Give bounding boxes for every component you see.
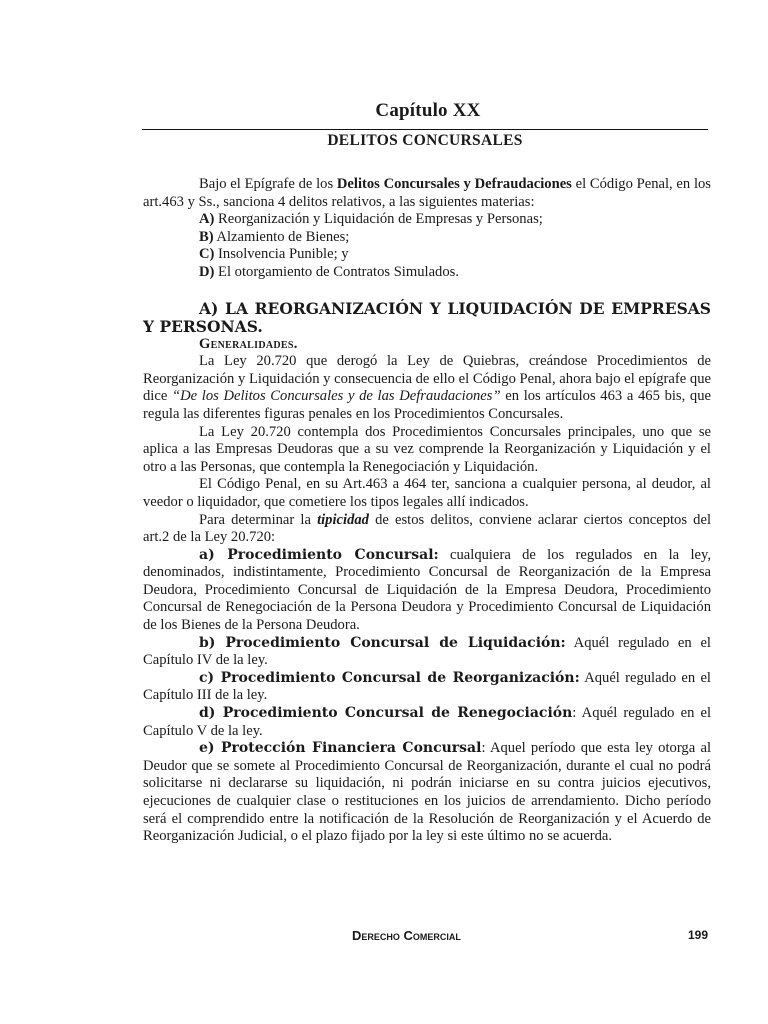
definition-text: Aquél regulado en el Capítulo IV de la ley.	[143, 634, 711, 669]
list-item	[143, 264, 711, 282]
generalidades-subheading: Generalidades.	[199, 335, 298, 352]
definition-term: e) Protección Financiera Concursal	[199, 740, 482, 757]
definition-item	[143, 740, 711, 846]
definition-item	[143, 670, 711, 705]
list-item-letter: A)	[199, 211, 215, 228]
list-item-text: Insolvencia Punible; y	[214, 246, 349, 263]
definition-text: cualquiera de los regulados en la ley, denominados, indistintamente, Procedimiento Concursal de Reorganización de la Empresa Deudora, Procedimiento Concursal de Liquidación de la Empresa Deudora, Procedimiento Concursal de Renegociación de la Persona Deudora y Procedimiento Concursal de Liquidación de los Bienes de la Persona Deudora.	[143, 546, 711, 634]
intro-bold: Delitos Concursales y Defraudaciones	[336, 176, 572, 192]
subheading-paragraph	[143, 336, 711, 354]
list-item-letter: D)	[199, 263, 215, 280]
title-rule	[142, 129, 708, 130]
definition-item	[143, 635, 711, 670]
chapter-title: Capítulo XX	[375, 100, 481, 121]
definition-term: b) Procedimiento Concursal de Liquidación:	[199, 634, 566, 651]
paragraph-text: La Ley 20.720 que derogó la Ley de Quiebras, creándose Procedimientos de Reorganización y Liquidación y consecuencia de ello el Código Penal, ahora bajo el epígrafe que dice	[143, 353, 711, 405]
list-item	[143, 246, 711, 264]
paragraph-text: Para determinar la	[199, 511, 318, 528]
intro-text-2: el Código Penal, en los art.463 y Ss., sanciona 4 delitos relativos, a las siguientes materias:	[143, 176, 711, 210]
spacer	[143, 282, 711, 300]
definition-text: : Aquel período que esta ley otorga al Deudor que se somete al Procedimiento Concursal de Reorganización, durante el cual no podrá solicitarse ni declararse su liquidación, ni podrán iniciarse en su contra juicios ejecutivos, ejecuciones de cualquier clase o restituciones en los juicios de arrendamiento. Dicho período será el comprendido entre la notificación de la Resolución de Reorganización y el Acuerdo de Reorganización Judicial, o el plazo fijado por la ley si este último no se acuerda.	[143, 740, 712, 845]
paragraph-text: en los artículos 463 a 465 bis, que regula las diferentes figuras penales en los Procedimientos Concursales.	[143, 388, 711, 422]
list-item-text: Reorganización y Liquidación de Empresas y Personas;	[214, 211, 543, 228]
paragraph: La Ley 20.720 contempla dos Procedimientos Concursales principales, uno que se aplica a las Empresas Deudoras que a su vez comprende la Reorganización y Liquidación y el otro a las Personas, que contempla la Renegociación y Liquidación.	[143, 423, 711, 475]
intro-paragraph	[143, 176, 711, 211]
list-item	[143, 229, 711, 247]
paragraph	[143, 512, 711, 547]
intro-text-1: Bajo el Epígrafe de los	[199, 176, 337, 192]
definition-term: c) Procedimiento Concursal de Reorganización:	[199, 669, 580, 686]
paragraph: El Código Penal, en su Art.463 a 464 ter, sanciona a cualquier persona, al deudor, al veedor o liquidador, que cometiere los tipos legales allí indicados.	[143, 476, 711, 510]
definition-item	[143, 547, 711, 635]
list-item-text: Alzamiento de Bienes;	[213, 228, 350, 245]
footer-title: Derecho Comercial	[352, 928, 461, 943]
definition-item	[143, 705, 711, 740]
crimes-list	[143, 211, 711, 281]
definition-term: d) Procedimiento Concursal de Renegociación	[199, 705, 573, 722]
section-heading: DELITOS CONCURSALES	[327, 132, 523, 149]
list-item-letter: B)	[199, 228, 214, 245]
page-number: 199	[688, 928, 709, 942]
definition-text: : Aquél regulado en el Capítulo V de la ley.	[143, 705, 712, 739]
paragraph	[143, 353, 711, 423]
list-item	[143, 211, 711, 229]
paragraph-text: de estos delitos, conviene aclarar ciertos conceptos del art.2 de la Ley 20.720:	[143, 511, 711, 546]
body-text	[143, 176, 711, 846]
definition-text: Aquél regulado en el Capítulo III de la ley.	[143, 669, 711, 704]
list-item-letter: C)	[199, 246, 215, 263]
quoted-title: “De los Delitos Concursales y de las Defraudaciones”	[171, 388, 501, 405]
list-item-text: El otorgamiento de Contratos Simulados.	[214, 263, 459, 280]
definition-term: a) Procedimiento Concursal:	[199, 546, 439, 563]
tipicidad-term: tipicidad	[317, 511, 369, 528]
section-a-heading: A) LA REORGANIZACIÓN Y LIQUIDACIÓN DE EMPRESAS Y PERSONAS.	[143, 298, 711, 336]
